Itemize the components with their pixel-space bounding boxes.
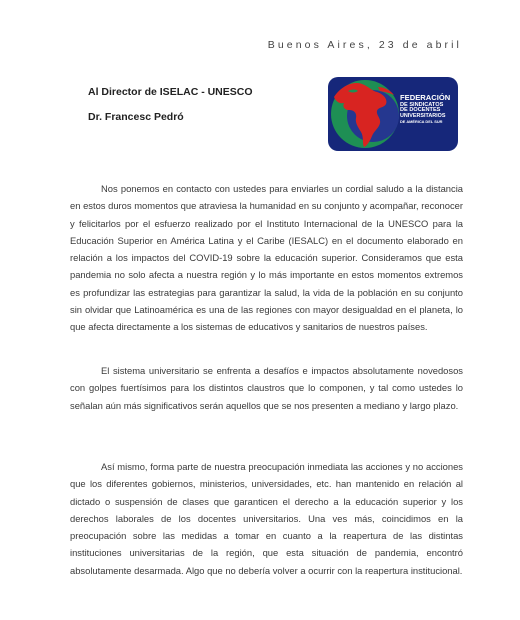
addressee-title: Al Director de ISELAC - UNESCO (88, 86, 253, 98)
logo-text-line1: FEDERACIÓN (400, 93, 451, 102)
body-paragraph-3: Así mismo, forma parte de nuestra preocupación inmediata las acciones y no acciones que los diferentes gobiernos, ministerios, universidades, etc. han mantenido en relación al dictado o suspensión de clases que garanticen el derecho a la educación superior y los derechos laborales de los docentes universitarios. Una ves más, coincidimos en la preocupación sobre las medidas a tomar en cuanto a la reapertura de las distintas instituciones universitarias de la región, que esta situación de pandemia, encontró absolutamente desarmada. Algo que no debería volver a ocurrir con la reapertura institucional. (70, 461, 463, 576)
federation-logo (328, 77, 458, 151)
body-paragraph-2: El sistema universitario se enfrenta a desafíos e impactos absolutamente novedosos con golpes fuertísimos para los distintos claustros que lo componen, y tal como ustedes lo señalan aún más significativos serán aquellos que se nos presenten a mediano y largo plazo. (70, 365, 463, 411)
addressee-name: Dr. Francesc Pedró (88, 111, 184, 123)
body-paragraph-1: Nos ponemos en contacto con ustedes para enviarles un cordial saludo a la distancia en estos duros momentos que atraviesa la humanidad en su conjunto y acompañar, reconocer y felicitarlos por el esfuerzo realizado por el Instituto Internacional de la UNESCO para la Educación Superior en América Latina y el Caribe (IESALC) en el documento elaborado en relación a los impactos del COVID-19 sobre la educación superior. Consideramos que esta pandemia no solo afecta a nuestra región y lo más importante en estos momentos extremos es profundizar las estrategias para garantizar la salud, la vida de la población en su conjunto sin olvidar que Latinoamérica es una de las regiones con mayor desigualdad en el planeta, lo que afecta directamente a los sistemas de educativos y sanitarios de nuestros países. (70, 183, 463, 333)
logo-text-line4: UNIVERSITARIOS (400, 112, 446, 119)
logo-text-line3: DE DOCENTES (400, 107, 441, 114)
logo-text (400, 94, 456, 124)
logo-text-line5: DE AMÉRICA DEL SUR (400, 119, 443, 125)
logo-text-line2: DE SINDICATOS (400, 101, 444, 108)
date-line: Buenos Aires, 23 de abril (267, 39, 462, 51)
